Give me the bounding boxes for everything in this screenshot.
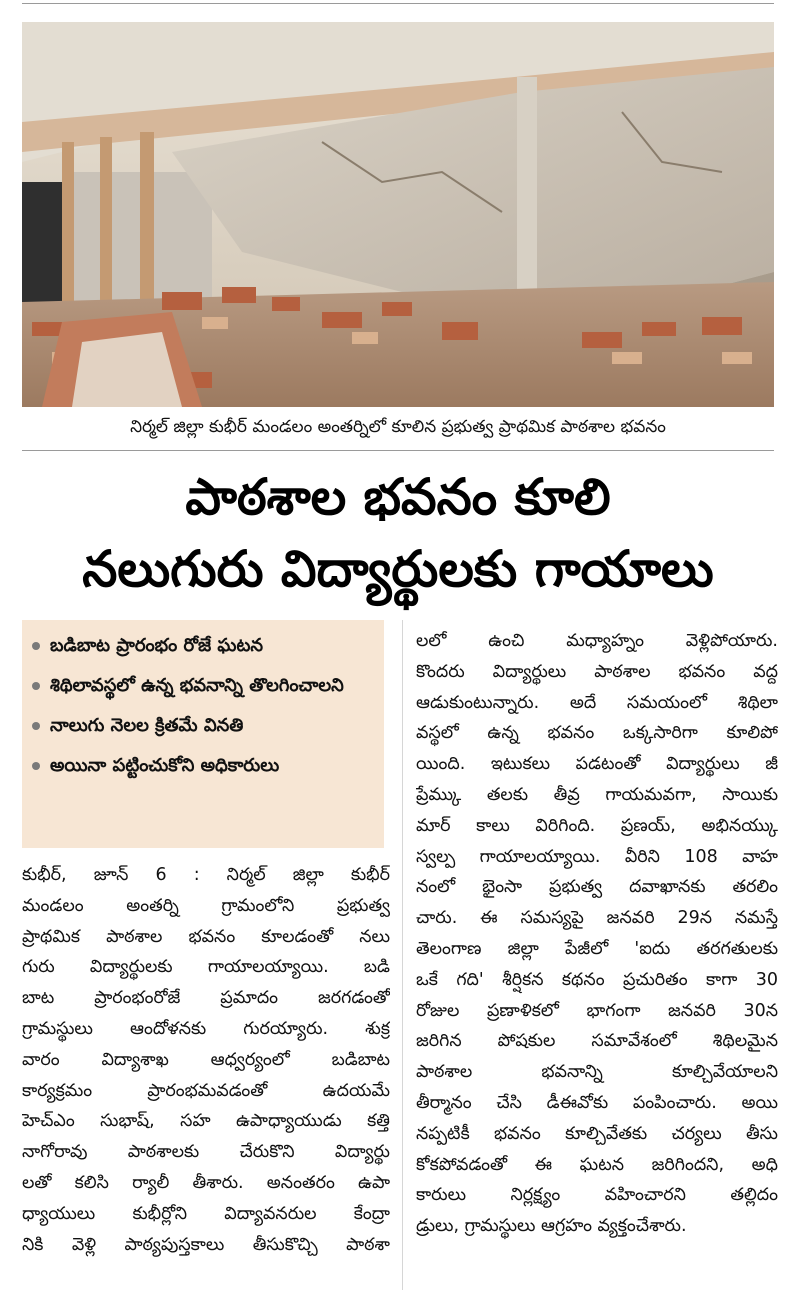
- headline-line-1: పాఠశాల భవనం కూలి: [185, 468, 611, 526]
- body-line: ఒకే గది' శీర్షికన కథనం ప్రచురితం కాగా 30: [416, 969, 778, 990]
- body-line: డ్రులు, గ్రామస్థులు ఆగ్రహం వ్యక్తంచేశారు.: [416, 1216, 687, 1237]
- body-line: నికి వెళ్లి పాఠ్యపుస్తకాలు తీసుకొచ్చి పాఠశా: [22, 1234, 390, 1255]
- body-line: కుభీర్, జూన్ 6 : నిర్మల్ జిల్లా కుభీర్: [22, 865, 390, 885]
- bullet-icon: [32, 762, 40, 770]
- highlight-text: అయినా పట్టించుకోని అధికారులు: [50, 755, 280, 776]
- body-line: నాగోరావు పాఠశాలకు చేరుకొని విద్యార్థు: [22, 1142, 390, 1163]
- highlight-text: శిథిలావస్థలో ఉన్న భవనాన్ని తొలగించాలని: [50, 675, 344, 696]
- headline-line-2: నలుగురు విద్యార్థులకు గాయాలు: [82, 540, 714, 598]
- body-line: వారం విద్యాశాఖ ఆధ్వర్యంలో బడిబాట: [22, 1049, 390, 1070]
- body-line: కారులు నిర్లక్ష్యం వహించారని తల్లిదం: [416, 1185, 778, 1206]
- body-line: ధ్యాయులు కుభీర్లోని విద్యావనరుల కేంద్రా: [22, 1203, 390, 1224]
- body-line: తెలంగాణ జిల్లా పేజీలో 'ఐదు తరగతులకు: [416, 938, 778, 959]
- body-line: చారు. ఈ సమస్యపై జనవరి 29న నమస్తే: [416, 908, 778, 929]
- highlights-box: [22, 620, 384, 848]
- body-line: వస్థలో ఉన్న భవనం ఒక్కసారిగా కూలిపో: [416, 723, 778, 744]
- body-line: బాట ప్రారంభంరోజే ప్రమాదం జరగడంతో: [22, 988, 390, 1009]
- body-line: స్వల్ప గాయాలయ్యాయి. వీరిని 108 వాహ: [416, 846, 778, 867]
- bullet-icon: [32, 682, 40, 690]
- bullet-icon: [32, 642, 40, 650]
- body-line: ప్రేమ్కు తలకు తీవ్ర గాయమవగా, సాయికు: [416, 784, 778, 805]
- column-divider: [402, 620, 403, 1290]
- body-line: నప్పటికీ భవనం కూల్చివేతకు చర్యలు తీసు: [416, 1123, 778, 1144]
- highlight-item: [32, 630, 376, 662]
- caption-rule: [22, 450, 774, 451]
- body-line: గురు విద్యార్థులకు గాయాలయ్యాయి. బడి: [22, 957, 390, 978]
- highlight-text: నాలుగు నెలల క్రితమే వినతి: [50, 715, 244, 736]
- body-line: జరిగిన పోషకుల సమావేశంలో శిథిలమైన: [416, 1031, 778, 1052]
- highlight-item: [32, 670, 376, 702]
- body-line: కొందరు విద్యార్థులు పాఠశాల భవనం వద్ద: [416, 661, 778, 682]
- body-line: ఆడుకుంటున్నారు. అదే సమయంలో శిథిలా: [416, 692, 778, 713]
- article-body-left-column: [22, 860, 390, 1260]
- highlight-item: [32, 710, 376, 742]
- top-rule: [22, 3, 774, 4]
- body-line: హెచ్ఎం సుభాష్, సహ ఉపాధ్యాయుడు కత్తి: [22, 1111, 390, 1132]
- article-body-right-column: [416, 626, 778, 1242]
- collapsed-building-photo: [22, 22, 774, 407]
- body-line: ప్రాథమిక పాఠశాల భవనం కూలడంతో నలు: [22, 926, 390, 947]
- highlight-text: బడిబాట ప్రారంభం రోజే ఘటన: [50, 635, 263, 656]
- body-line: లతో కలిసి ర్యాలీ తీశారు. అనంతరం ఉపా: [22, 1172, 390, 1193]
- body-line: లలో ఉంచి మధ్యాహ్నం వెళ్లిపోయారు.: [416, 631, 778, 651]
- body-line: నంలో భైంసా ప్రభుత్వ దవాఖానకు తరలిం: [416, 877, 778, 898]
- highlight-item: [32, 750, 376, 782]
- bullet-icon: [32, 722, 40, 730]
- body-line: కార్యక్రమం ప్రారంభమవడంతో ఉదయమే: [22, 1080, 390, 1101]
- body-line: మార్ కాలు విరిగింది. ప్రణయ్, అభినయ్కు: [416, 815, 778, 836]
- body-line: తీర్మానం చేసి డీఈవోకు పంపించారు. అయి: [416, 1092, 778, 1113]
- photo-caption: నిర్మల్ జిల్లా కుభీర్ మండలం అంతర్నిలో కూలిన ప్రభుత్వ ప్రాథమిక పాఠశాల భవనం: [130, 417, 666, 437]
- body-line: పాఠశాల భవనాన్ని కూల్చివేయాలని: [416, 1062, 778, 1083]
- body-line: గ్రామస్థులు ఆందోళనకు గురయ్యారు. శుక్ర: [22, 1018, 390, 1039]
- body-line: రోజుల ప్రణాళికలో భాగంగా జనవరి 30న: [416, 1000, 778, 1021]
- body-line: కోకపోవడంతో ఈ ఘటన జరిగిందని, అధి: [416, 1154, 778, 1175]
- body-line: యింది. ఇటుకలు పడటంతో విద్యార్థులు జీ: [416, 754, 778, 775]
- body-line: మండలం అంతర్ని గ్రామంలోని ప్రభుత్వ: [22, 895, 390, 916]
